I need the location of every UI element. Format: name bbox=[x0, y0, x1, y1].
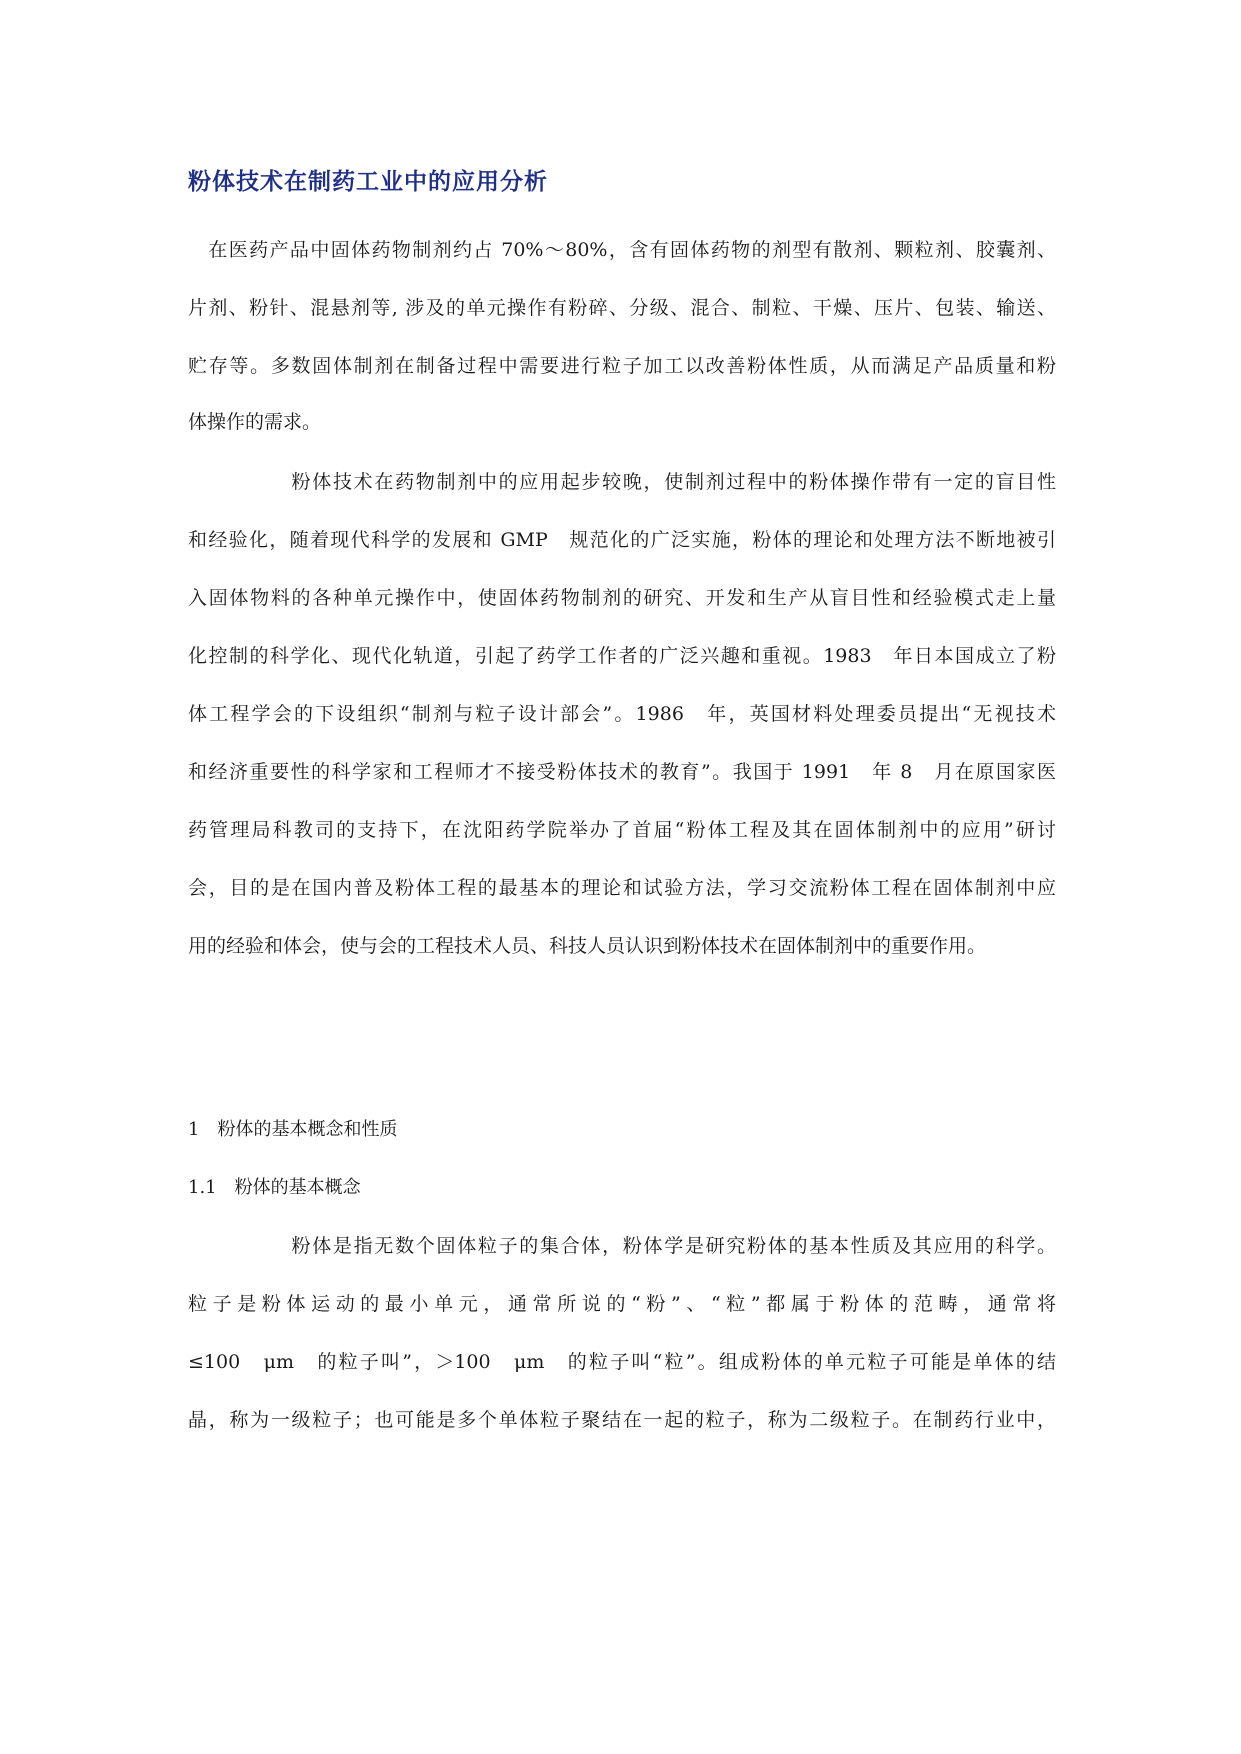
paragraph-1-line-4: 体操作的需求。 bbox=[188, 411, 322, 433]
paragraph-1-line-1: 在医药产品中固体药物制剂约占 70%～80%，含有固体药物的剂型有散剂、颗粒剂、胶囊剂、 bbox=[188, 239, 1056, 261]
paragraph-2-line-2: 和经验化，随着现代科学的发展和 GMP 规范化的广泛实施，粉体的理论和处理方法不断地被引 bbox=[188, 529, 1056, 551]
section-paragraph-line-2: 粒子是粉体运动的最小单元，通常所说的“粉”、“粒”都属于粉体的范畴，通常将 bbox=[188, 1293, 1056, 1315]
section-heading: 1 粉体的基本概念和性质 bbox=[188, 1119, 398, 1140]
paragraph-2-line-6: 和经济重要性的科学家和工程师才不接受粉体技术的教育”。我国于 1991 年 8 月在原国家医 bbox=[188, 761, 1056, 783]
paragraph-2-line-7: 药管理局科教司的支持下，在沈阳药学院举办了首届“粉体工程及其在固体制剂中的应用”研讨 bbox=[188, 819, 1056, 841]
section-paragraph-line-1: 粉体是指无数个固体粒子的集合体，粉体学是研究粉体的基本性质及其应用的科学。 bbox=[188, 1235, 1056, 1257]
paragraph-1-line-3: 贮存等。多数固体制剂在制备过程中需要进行粒子加工以改善粉体性质，从而满足产品质量和粉 bbox=[188, 355, 1056, 377]
paragraph-2-line-5: 体工程学会的下设组织“制剂与粒子设计部会”。1986 年，英国材料处理委员提出“无视技术 bbox=[188, 703, 1056, 725]
paragraph-1-line-2: 片剂、粉针、混悬剂等, 涉及的单元操作有粉碎、分级、混合、制粒、干燥、压片、包装、输送、 bbox=[188, 297, 1056, 319]
paragraph-2-line-8: 会，目的是在国内普及粉体工程的最基本的理论和试验方法，学习交流粉体工程在固体制剂中应 bbox=[188, 877, 1056, 899]
paragraph-2-line-3: 入固体物料的各种单元操作中，使固体药物制剂的研究、开发和生产从盲目性和经验模式走上量 bbox=[188, 587, 1056, 609]
subsection-heading: 1.1 粉体的基本概念 bbox=[188, 1177, 361, 1198]
section-paragraph-line-4: 晶，称为一级粒子；也可能是多个单体粒子聚结在一起的粒子，称为二级粒子。在制药行业中， bbox=[188, 1409, 1056, 1431]
document-title: 粉体技术在制药工业中的应用分析 bbox=[188, 168, 548, 195]
paragraph-2-line-4: 化控制的科学化、现代化轨道，引起了药学工作者的广泛兴趣和重视。1983 年日本国成立了粉 bbox=[188, 645, 1056, 667]
paragraph-2-line-1: 粉体技术在药物制剂中的应用起步较晚，使制剂过程中的粉体操作带有一定的盲目性 bbox=[188, 471, 1056, 493]
section-paragraph-line-3: ≤100 μm 的粒子叫”，＞100 μm 的粒子叫“粒”。组成粉体的单元粒子可能是单体的结 bbox=[188, 1351, 1056, 1373]
paragraph-2-line-9: 用的经验和体会，使与会的工程技术人员、科技人员认识到粉体技术在固体制剂中的重要作用。 bbox=[188, 935, 987, 957]
